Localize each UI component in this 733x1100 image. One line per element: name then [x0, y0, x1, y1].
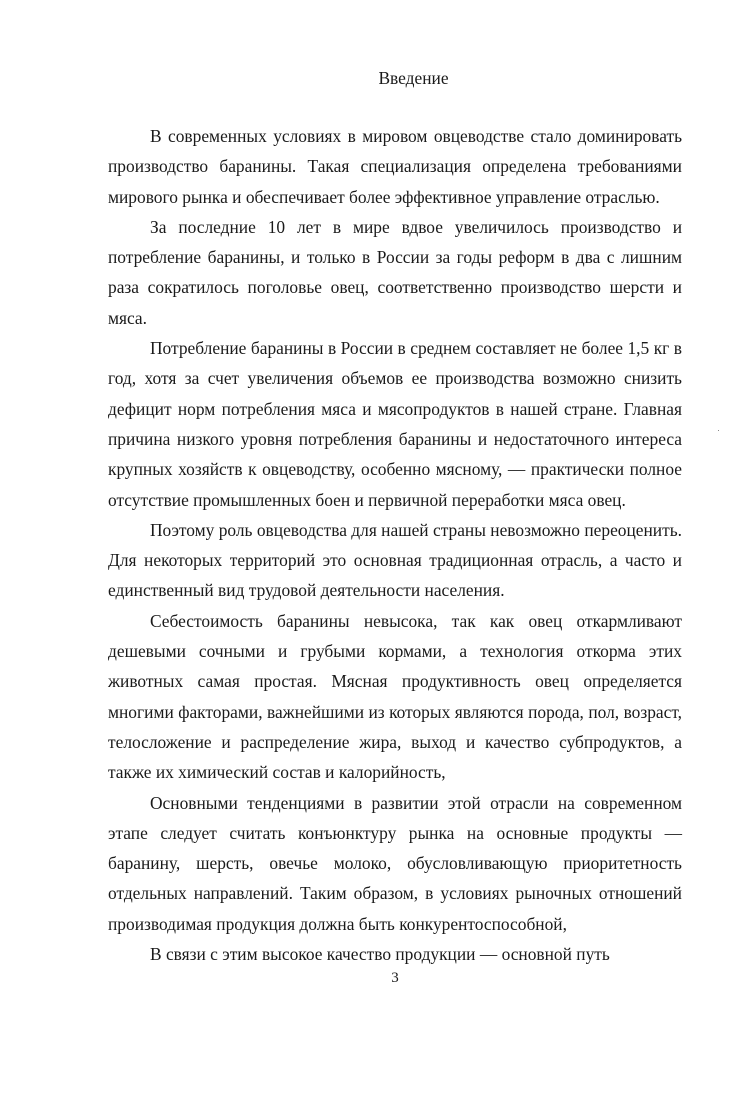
paragraph: За последние 10 лет в мире вдвое увеличилось производство и потребление баранины, и только в России за годы реформ в два с лишним раза сократилось поголовье овец, соответственно производство шерсти и мяса.: [108, 216, 682, 328]
paragraph: Себестоимость баранины невысока, так как овец откармливают дешевыми сочными и грубыми кормами, а технология откорма этих животных самая простая. Мясная продуктивность овец определяется многими факторами, важнейшими из которых являются порода, пол, возраст, телосложение и распределение жира, выход и качество субпродуктов, а также их химический состав и калорийность,: [108, 610, 682, 783]
paragraph: Поэтому роль овцеводства для нашей страны невозможно переоценить. Для некоторых территорий это основная традиционная отрасль, а часто и единственный вид трудовой деятельности населения.: [108, 519, 682, 601]
scan-speck: [718, 430, 719, 431]
document-body: [108, 121, 682, 969]
paragraph: Основными тенденциями в развитии этой отрасли на современном этапе следует считать конъюнктуру рынка на основные продукты — баранину, шерсть, овечье молоко, обусловливающую приоритетность отдельных направлений. Таким образом, в условиях рыночных отношений производимая продукция должна быть конкурентоспособной,: [108, 792, 682, 934]
section-title: Введение: [378, 68, 449, 88]
paragraph: В связи с этим высокое качество продукции — основной путь: [150, 944, 610, 965]
page-number: 3: [391, 970, 399, 986]
paragraph: Потребление баранины в России в среднем составляет не более 1,5 кг в год, хотя за счет увеличения объемов ее производства возможно снизить дефицит норм потребления мяса и мясопродуктов в нашей стране. Главная причина низкого уровня потребления баранины и недостаточного интереса крупных хозяйств к овцеводству, особенно мясному, — практически полное отсутствие промышленных боен и первичной переработки мяса овец.: [108, 338, 682, 510]
paragraph: В современных условиях в мировом овцеводстве стало доминировать производство баранины. Такая специализация определена требованиями мирового рынка и обеспечивает более эффективное управление отраслью.: [108, 126, 682, 207]
